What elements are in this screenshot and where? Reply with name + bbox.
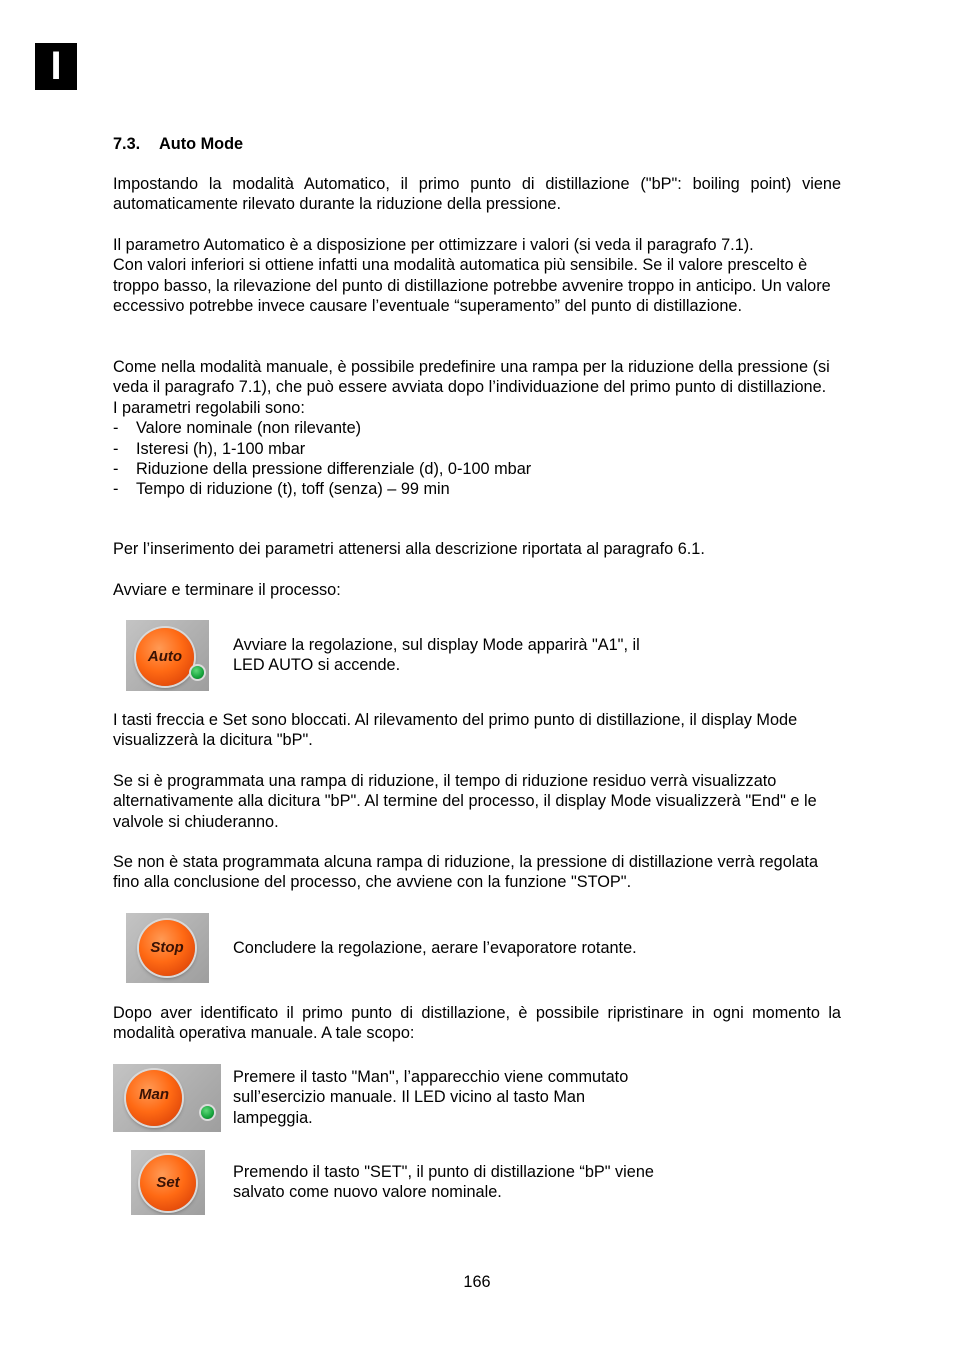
paragraph-parameter-line1: Il parametro Automatico è a disposizione per ottimizzare i valori (si veda il paragrafo 7.1). xyxy=(113,236,754,254)
section-heading xyxy=(113,134,243,154)
paragraph-ramp xyxy=(113,357,841,500)
paragraph-locked: I tasti freccia e Set sono bloccati. Al rilevamento del primo punto di distillazione, il display Mode visualizzerà la dicitura "bP". xyxy=(113,711,798,750)
auto-led-icon xyxy=(191,666,204,679)
set-button-icon: Set xyxy=(140,1155,196,1211)
stop-button-icon: Stop xyxy=(139,920,195,976)
paragraph-params-entry: Per l’inserimento dei parametri attenersi alla descrizione riportata al paragrafo 6.1. xyxy=(113,540,705,558)
paragraph-manual: Dopo aver identificato il primo punto di distillazione, è possibile ripristinare in ogni momento la modalità operativa manuale. A tale scopo: xyxy=(113,1004,841,1043)
man-key-image xyxy=(113,1064,221,1132)
section-number: 7.3. xyxy=(113,135,141,153)
set-key-image xyxy=(131,1150,205,1215)
list-item: - Riduzione della pressione differenziale (d), 0-100 mbar xyxy=(113,459,841,479)
params-list xyxy=(113,418,841,500)
stop-key-image xyxy=(126,913,209,983)
paragraph-parameter xyxy=(113,235,841,317)
paragraph-parameter-rest: Con valori inferiori si ottiene infatti una modalità automatica più sensibile. Se il valore prescelto è troppo basso, la rilevazione del punto di distillazione potrebbe avvenire troppo in anticipo. Un valore eccessivo potrebbe invece causare l’eventuale “superamento” del punto di distillazione. xyxy=(113,256,831,316)
paragraph-start-stop: Avviare e terminare il processo: xyxy=(113,581,341,599)
auto-button-icon: Auto xyxy=(136,628,194,686)
paragraph-ramp-text: Come nella modalità manuale, è possibile predefinire una rampa per la riduzione della pressione (si veda il paragrafo 7.1), che può essere avviata dopo l’individuazione del primo punto di distillazione. xyxy=(113,358,830,397)
auto-caption xyxy=(233,635,640,676)
list-item: - Tempo di riduzione (t), toff (senza) – 99 min xyxy=(113,479,841,499)
man-led-icon xyxy=(201,1106,214,1119)
stop-caption: Concludere la regolazione, aerare l’evaporatore rotante. xyxy=(233,939,637,957)
set-caption-line: Premendo il tasto "SET", il punto di distillazione “bP" viene xyxy=(233,1163,654,1181)
list-item: - Isteresi (h), 1-100 mbar xyxy=(113,439,841,459)
auto-key-image xyxy=(126,620,209,691)
man-button-icon: Man xyxy=(126,1070,182,1126)
auto-caption-line: LED AUTO si accende. xyxy=(233,656,401,675)
auto-caption-line: Avviare la regolazione, sul display Mode apparirà "A1", il xyxy=(233,636,640,654)
set-caption-line: salvato come nuovo valore nominale. xyxy=(233,1183,502,1202)
paragraph-intro: Impostando la modalità Automatico, il primo punto di distillazione ("bP": boiling point) viene automaticamente rilevato durante la riduzione della pressione. xyxy=(113,175,841,214)
list-item: - Valore nominale (non rilevante) xyxy=(113,418,841,438)
language-tab: I xyxy=(35,43,77,90)
page-number: 166 xyxy=(463,1273,491,1291)
paragraph-ramp-end: Se si è programmata una rampa di riduzione, il tempo di riduzione residuo verrà visualizzato alternativamente alla dicitura "bP". Al termine del processo, il display Mode visualizzerà "End" e le valvole si chiuderanno. xyxy=(113,772,817,831)
man-caption-line: sull’esercizio manuale. Il LED vicino al tasto Man xyxy=(233,1088,586,1107)
man-caption xyxy=(233,1067,628,1128)
set-caption xyxy=(233,1162,654,1203)
params-intro: I parametri regolabili sono: xyxy=(113,398,305,417)
paragraph-no-ramp: Se non è stata programmata alcuna rampa di riduzione, la pressione di distillazione verrà regolata fino alla conclusione del processo, che avviene con la funzione "STOP". xyxy=(113,853,819,892)
section-title: Auto Mode xyxy=(159,135,244,153)
man-caption-line: lampeggia. xyxy=(233,1108,313,1127)
man-caption-line: Premere il tasto "Man", l’apparecchio viene commutato xyxy=(233,1068,629,1086)
